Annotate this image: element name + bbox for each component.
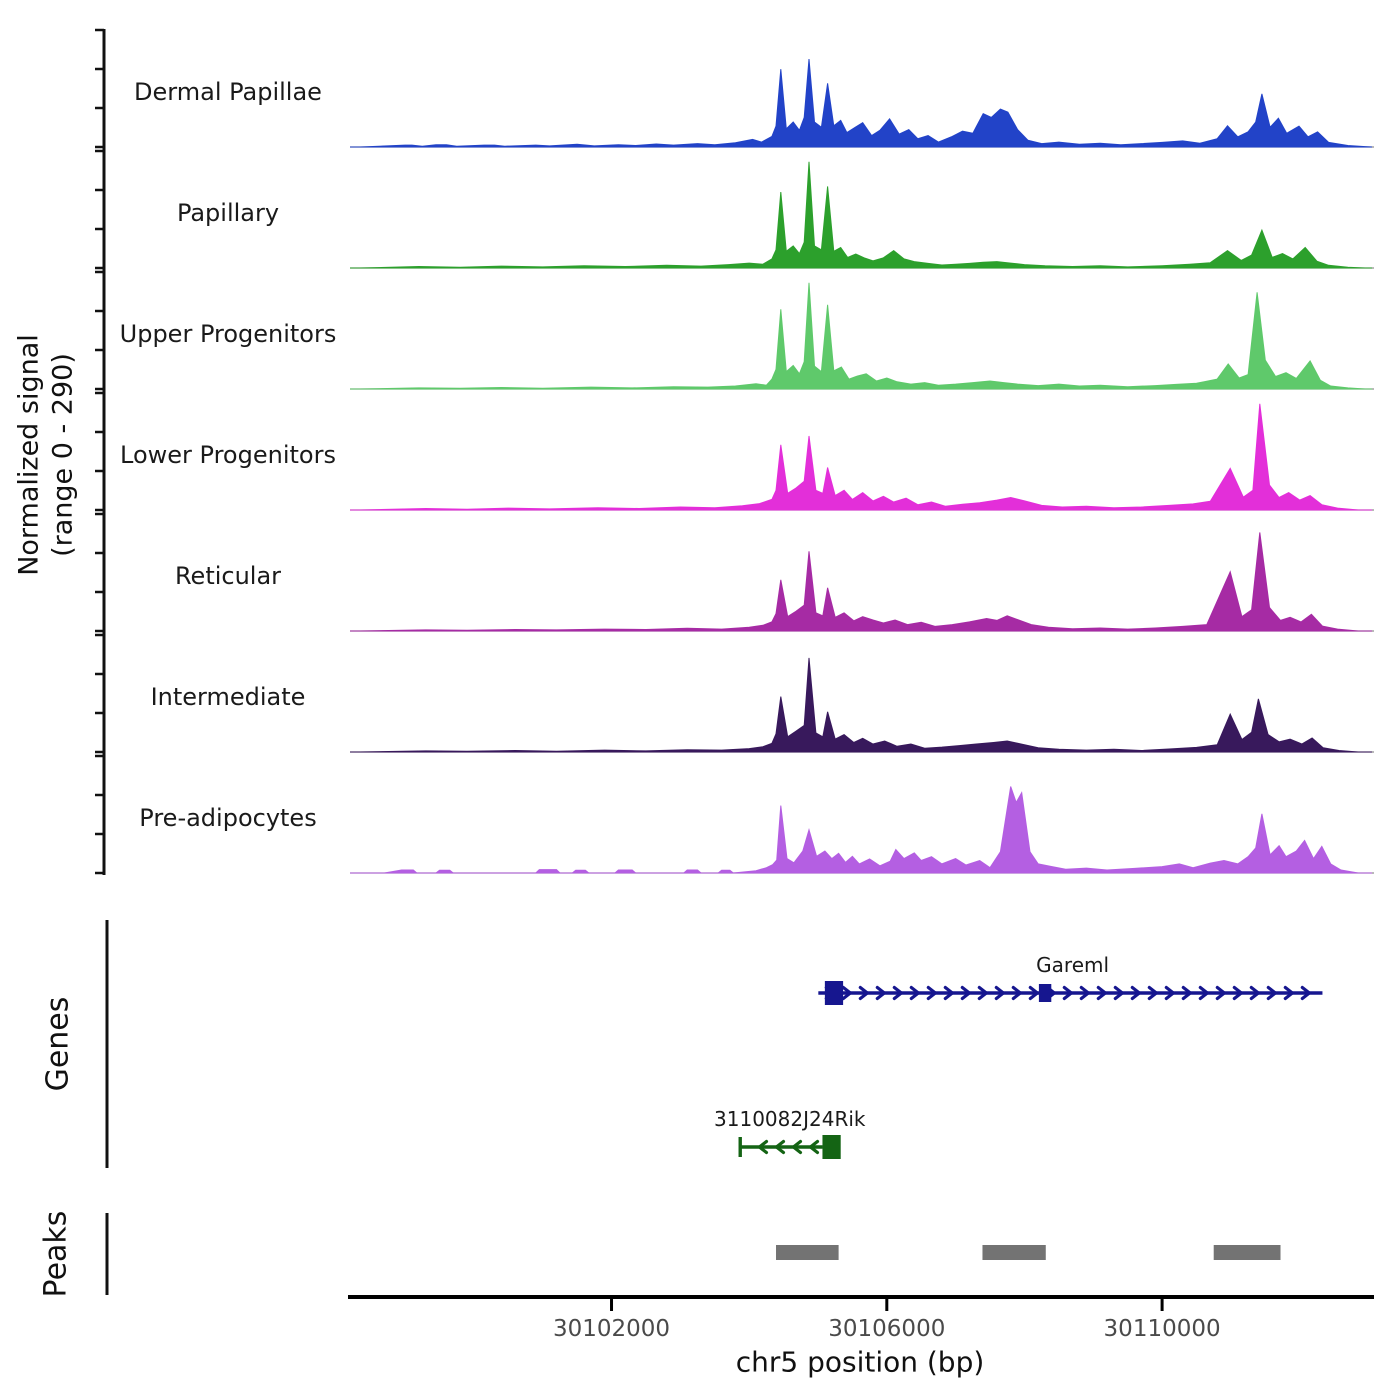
genes-section-label: Genes [40,996,76,1092]
exon-box [822,1135,840,1159]
track-label: Upper Progenitors [119,320,337,348]
track-label: Pre-adipocytes [139,804,317,832]
peak-bar [982,1245,1045,1260]
peak-bar [776,1245,839,1260]
signal-area [350,658,1372,752]
signal-area [350,283,1372,389]
track-label: Reticular [174,562,282,590]
signal-area [350,787,1372,874]
signal-area [350,59,1372,147]
x-tick-label: 30110000 [1103,1316,1221,1342]
exon-box [1039,984,1051,1002]
y-axis-label-line1: Normalized signal [13,334,45,576]
track-label: Papillary [176,199,280,227]
gene-name-label: 3110082J24Rik [714,1107,866,1131]
peaks-section-label: Peaks [38,1210,74,1298]
signal-area [350,532,1372,631]
x-tick-label: 30102000 [552,1316,671,1342]
y-axis-label [12,334,80,576]
gene-name-label: Gareml [1036,953,1110,977]
x-axis-label: chr5 position (bp) [735,1345,985,1379]
signal-area [350,162,1372,268]
signal-area [350,404,1372,510]
exon-box [825,981,843,1005]
track-label: Dermal Papillae [134,78,322,106]
x-tick-label: 30106000 [828,1316,946,1342]
track-label: Lower Progenitors [120,441,336,469]
peak-bar [1214,1245,1281,1260]
track-label: Intermediate [150,683,306,711]
y-axis-label-line2: (range 0 - 290) [47,353,78,557]
